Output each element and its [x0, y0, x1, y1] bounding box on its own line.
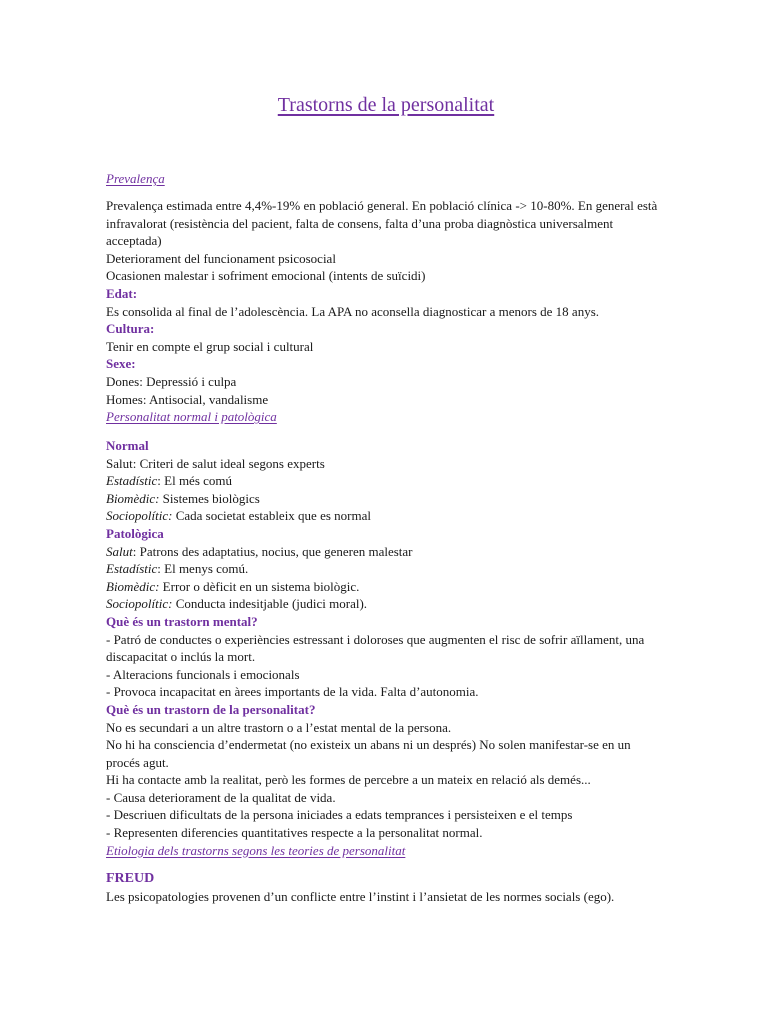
paragraph: No hi ha consciencia d’endermetat (no existeix un abans ni un després) No solen manifestar-se en un procés agut. — [106, 737, 631, 770]
paragraph — [106, 595, 666, 613]
subheading-trastorn-personalitat: Què és un trastorn de la personalitat? — [106, 701, 316, 717]
paragraph: Tenir en compte el grup social i cultural — [106, 338, 314, 354]
paragraph: Deteriorament del funcionament psicosocial — [106, 250, 336, 266]
paragraph: - Causa deteriorament de la qualitat de vida. — [106, 789, 336, 805]
paragraph: Homes: Antisocial, vandalisme — [106, 391, 269, 407]
page-title: Trastorns de la personalitat — [277, 94, 495, 116]
subheading-freud: FREUD — [106, 871, 155, 886]
subheading-trastorn-mental: Què és un trastorn mental? — [106, 613, 258, 629]
paragraph: Hi ha contacte amb la realitat, però les formes de percebre a un mateix en relació als demés... — [106, 772, 591, 788]
paragraph: Dones: Depressió i culpa — [106, 373, 237, 389]
paragraph: - Patró de conductes o experiències estressant i doloroses que augmenten el risc de sofrir aïllament, una discapacitat o inclús la mort. — [106, 631, 645, 665]
label-italic: Sociopolític: — [106, 596, 173, 612]
label-text: : El menys comú. — [157, 561, 249, 577]
label-italic: Sociopolític: — [106, 508, 173, 524]
paragraph: - Descriuen dificultats de la persona iniciades a edats temprances i persisteixen e el temps — [106, 807, 573, 823]
paragraph: Salut: Criteri de salut ideal segons experts — [106, 455, 325, 471]
personalitat-body — [106, 437, 666, 859]
section-heading-personalitat[interactable]: Personalitat normal i patològica — [106, 409, 277, 425]
prevalenca-body — [106, 197, 666, 426]
label-italic: Estadístic — [106, 473, 158, 489]
label-text: : Patrons des adaptatius, nocius, que generen malestar — [132, 543, 413, 559]
paragraph: Prevalença estimada entre 4,4%-19% en població general. En població clínica -> 10-80%. En general està infravalorat (resistència del pacient, falta de consens, falta d’una proba diagnòstica universalment acceptada) — [106, 198, 658, 249]
subheading-edat: Edat: — [106, 285, 138, 301]
paragraph: - Representen diferencies quantitatives respecte a la personalitat normal. — [106, 825, 483, 841]
paragraph — [106, 490, 666, 508]
label-italic: Salut — [106, 543, 133, 559]
paragraph: Les psicopatologies provenen d’un conflicte entre l’instint i l’ansietat de les normes socials (ego). — [106, 888, 615, 904]
paragraph: No es secundari a un altre trastorn o a l’estat mental de la persona. — [106, 719, 452, 735]
paragraph — [106, 472, 666, 490]
subheading-sexe: Sexe: — [106, 356, 136, 372]
subheading-patologica: Patològica — [106, 525, 164, 541]
label-text: Sistemes biològics — [159, 490, 260, 506]
label-text: Error o dèficit en un sistema biològic. — [159, 578, 360, 594]
label-text: : El més comú — [157, 473, 233, 489]
paragraph: Es consolida al final de l’adolescència. La APA no aconsella diagnosticar a menors de 18 anys. — [106, 303, 600, 319]
paragraph — [106, 560, 666, 578]
paragraph — [106, 507, 666, 525]
subheading-normal: Normal — [106, 438, 149, 453]
paragraph — [106, 543, 666, 561]
label-italic: Estadístic — [106, 561, 158, 577]
section-heading-etiologia[interactable]: Etiologia dels trastorns segons les teories de personalitat — [106, 842, 406, 858]
etiologia-body — [106, 870, 666, 905]
section-heading-prevalenca[interactable]: Prevalença — [106, 171, 165, 186]
paragraph: - Alteracions funcionals i emocionals — [106, 666, 300, 682]
subheading-cultura: Cultura: — [106, 321, 155, 337]
paragraph: Ocasionen malestar i sofriment emocional (intents de suïcidi) — [106, 268, 426, 284]
section-prevalenca — [106, 170, 666, 188]
label-italic: Biomèdic: — [106, 490, 160, 506]
label-italic: Biomèdic: — [106, 578, 160, 594]
paragraph — [106, 578, 666, 596]
label-text: Conducta indesitjable (judici moral). — [172, 596, 368, 612]
paragraph: - Provoca incapacitat en àrees importants de la vida. Falta d’autonomia. — [106, 684, 479, 700]
label-text: Cada societat estableix que es normal — [172, 508, 371, 524]
